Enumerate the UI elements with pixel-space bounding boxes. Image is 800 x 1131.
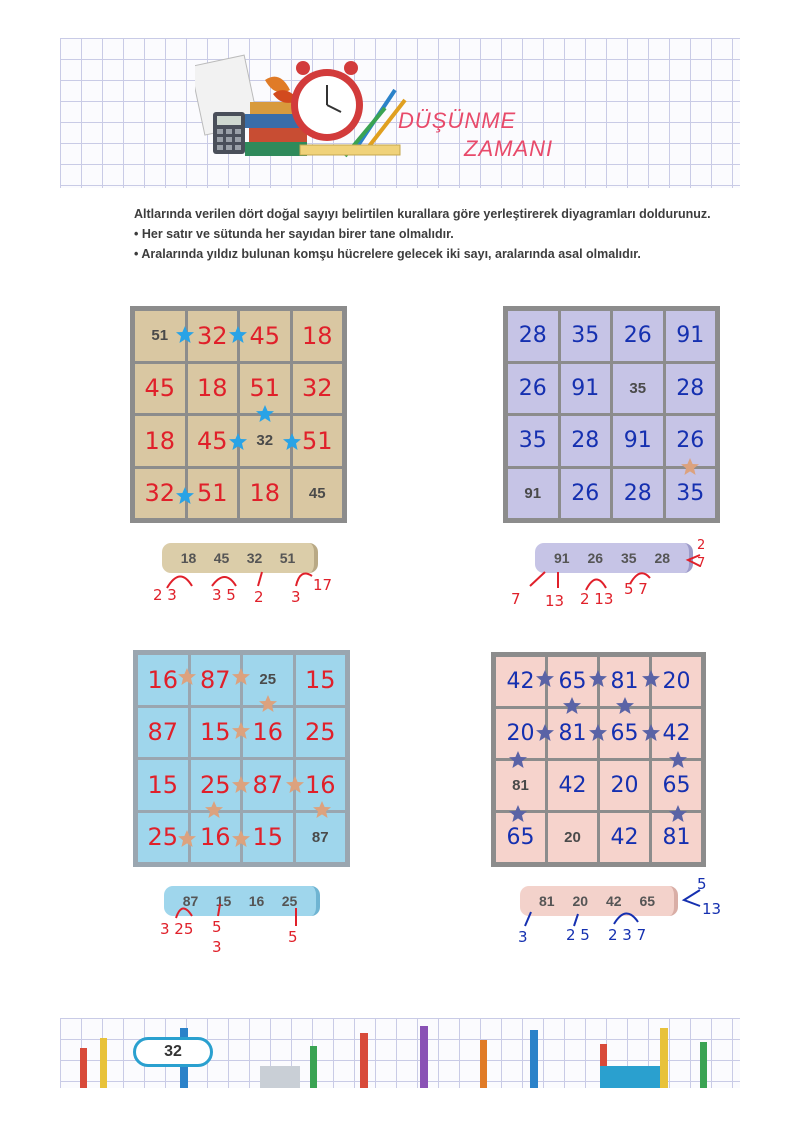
grid-cell: 18 xyxy=(293,311,343,361)
strip-number: 81 xyxy=(538,893,555,909)
grid-cell: 35 xyxy=(561,311,611,361)
grid-cell: 45 xyxy=(188,416,238,466)
number-strip-2 xyxy=(535,543,693,573)
page-number xyxy=(133,1037,213,1067)
grid-cell: 81 xyxy=(652,813,701,862)
handwritten-note: 7 xyxy=(511,590,521,608)
grid-cell: 28 xyxy=(666,364,716,414)
handwritten-note: 5 xyxy=(697,875,707,893)
grid-cell: 42 xyxy=(496,657,545,706)
grid-cell: 15 xyxy=(138,760,188,810)
strip-number: 18 xyxy=(180,550,197,566)
handwritten-note: 3 xyxy=(291,588,301,606)
grid-cell: 20 xyxy=(652,657,701,706)
grid-cell: 32 xyxy=(240,416,290,466)
instruction-rule-1: • Her satır ve sütunda her sayıdan birer tane olmalıdır. xyxy=(134,227,454,241)
grid-cell: 15 xyxy=(191,708,241,758)
grid-cell: 45 xyxy=(135,364,185,414)
grid-cell: 35 xyxy=(613,364,663,414)
handwritten-note: 3 25 xyxy=(160,920,194,938)
grid-cell: 87 xyxy=(243,760,293,810)
grid-cell: 32 xyxy=(188,311,238,361)
grid-cell: 20 xyxy=(548,813,597,862)
grid-cell: 16 xyxy=(138,655,188,705)
grid-cell: 35 xyxy=(508,416,558,466)
grid-cell: 15 xyxy=(296,655,346,705)
grid-cell: 28 xyxy=(508,311,558,361)
grid-cell: 32 xyxy=(135,469,185,519)
grid-cell: 26 xyxy=(666,416,716,466)
handwritten-note: 3 xyxy=(212,938,222,956)
grid-cell: 26 xyxy=(508,364,558,414)
handwritten-note: 17 xyxy=(313,576,333,594)
handwritten-note: 3 5 xyxy=(212,586,236,604)
strip-number: 45 xyxy=(213,550,230,566)
puzzle-grid-2 xyxy=(503,306,720,523)
grid-cell: 65 xyxy=(652,761,701,810)
grid-cell: 16 xyxy=(296,760,346,810)
puzzle-grid-1 xyxy=(130,306,347,523)
handwritten-note: 2 13 xyxy=(580,590,614,608)
grid-cell: 20 xyxy=(496,709,545,758)
grid-cell: 45 xyxy=(240,311,290,361)
grid-cell: 51 xyxy=(188,469,238,519)
grid-cell: 42 xyxy=(652,709,701,758)
grid-cell: 16 xyxy=(243,708,293,758)
grid-cell: 16 xyxy=(191,813,241,863)
page-number-text: 32 xyxy=(164,1043,182,1060)
instruction-main: Altlarında verilen dört doğal sayıyı belirtilen kurallara göre yerleştirerek diyagramları doldurunuz. xyxy=(134,207,711,221)
grid-cell: 81 xyxy=(600,657,649,706)
puzzle-grid-4 xyxy=(491,652,706,867)
heading-line-1: DÜŞÜNME xyxy=(398,108,517,133)
grid-cell: 20 xyxy=(600,761,649,810)
grid-cell: 87 xyxy=(191,655,241,705)
strip-number: 91 xyxy=(553,550,570,566)
number-strip-1 xyxy=(162,543,318,573)
grid-cell: 51 xyxy=(240,364,290,414)
grid-cell: 35 xyxy=(666,469,716,519)
instructions xyxy=(134,204,754,264)
strip-number: 16 xyxy=(248,893,265,909)
grid-cell: 51 xyxy=(293,416,343,466)
strip-number: 65 xyxy=(639,893,656,909)
grid-cell: 87 xyxy=(296,813,346,863)
handwritten-note: 2 3 xyxy=(153,586,177,604)
grid-cell: 65 xyxy=(548,657,597,706)
grid-cell: 18 xyxy=(240,469,290,519)
page-heading xyxy=(398,108,553,162)
strip-number: 51 xyxy=(279,550,296,566)
grid-cell: 18 xyxy=(188,364,238,414)
grid-cell: 65 xyxy=(496,813,545,862)
strip-number: 87 xyxy=(182,893,199,909)
strip-number: 32 xyxy=(246,550,263,566)
strip-number: 25 xyxy=(281,893,298,909)
heading-line-2: ZAMANI xyxy=(464,136,554,161)
number-strip-4 xyxy=(520,886,678,916)
handwritten-note: 5 7 xyxy=(624,580,648,598)
handwritten-note: 2 3 7 xyxy=(608,926,647,944)
grid-cell: 18 xyxy=(135,416,185,466)
grid-cell: 81 xyxy=(548,709,597,758)
handwritten-note: 13 xyxy=(545,592,565,610)
grid-cell: 42 xyxy=(600,813,649,862)
grid-cell: 51 xyxy=(135,311,185,361)
grid-cell: 25 xyxy=(243,655,293,705)
handwritten-note: 5 xyxy=(288,928,298,946)
grid-cell: 28 xyxy=(561,416,611,466)
grid-cell: 32 xyxy=(293,364,343,414)
grid-cell: 26 xyxy=(613,311,663,361)
strip-number: 35 xyxy=(620,550,637,566)
grid-cell: 91 xyxy=(508,469,558,519)
strip-number: 15 xyxy=(215,893,232,909)
grid-cell: 65 xyxy=(600,709,649,758)
instruction-rule-2: • Aralarında yıldız bulunan komşu hücrelere gelecek iki sayı, aralarında asal olmalıdır. xyxy=(134,247,641,261)
grid-cell: 26 xyxy=(561,469,611,519)
grid-cell: 25 xyxy=(138,813,188,863)
grid-cell: 25 xyxy=(191,760,241,810)
strip-number: 28 xyxy=(654,550,671,566)
grid-cell: 81 xyxy=(496,761,545,810)
grid-cell: 28 xyxy=(613,469,663,519)
puzzle-grid-3 xyxy=(133,650,350,867)
handwritten-note: 2 5 xyxy=(566,926,590,944)
handwritten-note: 7 xyxy=(697,556,706,571)
grid-cell: 91 xyxy=(561,364,611,414)
grid-cell: 15 xyxy=(243,813,293,863)
grid-cell: 45 xyxy=(293,469,343,519)
handwritten-note: 3 xyxy=(518,928,528,946)
strip-number: 42 xyxy=(605,893,622,909)
grid-cell: 87 xyxy=(138,708,188,758)
grid-cell: 91 xyxy=(666,311,716,361)
grid-cell: 25 xyxy=(296,708,346,758)
handwritten-note: 5 xyxy=(212,918,222,936)
strip-number: 20 xyxy=(572,893,589,909)
strip-number: 26 xyxy=(587,550,604,566)
number-strip-3 xyxy=(164,886,320,916)
school-supplies-illustration xyxy=(195,50,410,170)
handwritten-note: 2 xyxy=(697,538,706,553)
handwritten-note: 2 xyxy=(254,588,264,606)
grid-cell: 42 xyxy=(548,761,597,810)
grid-cell: 91 xyxy=(613,416,663,466)
handwritten-note: 13 xyxy=(702,900,722,918)
